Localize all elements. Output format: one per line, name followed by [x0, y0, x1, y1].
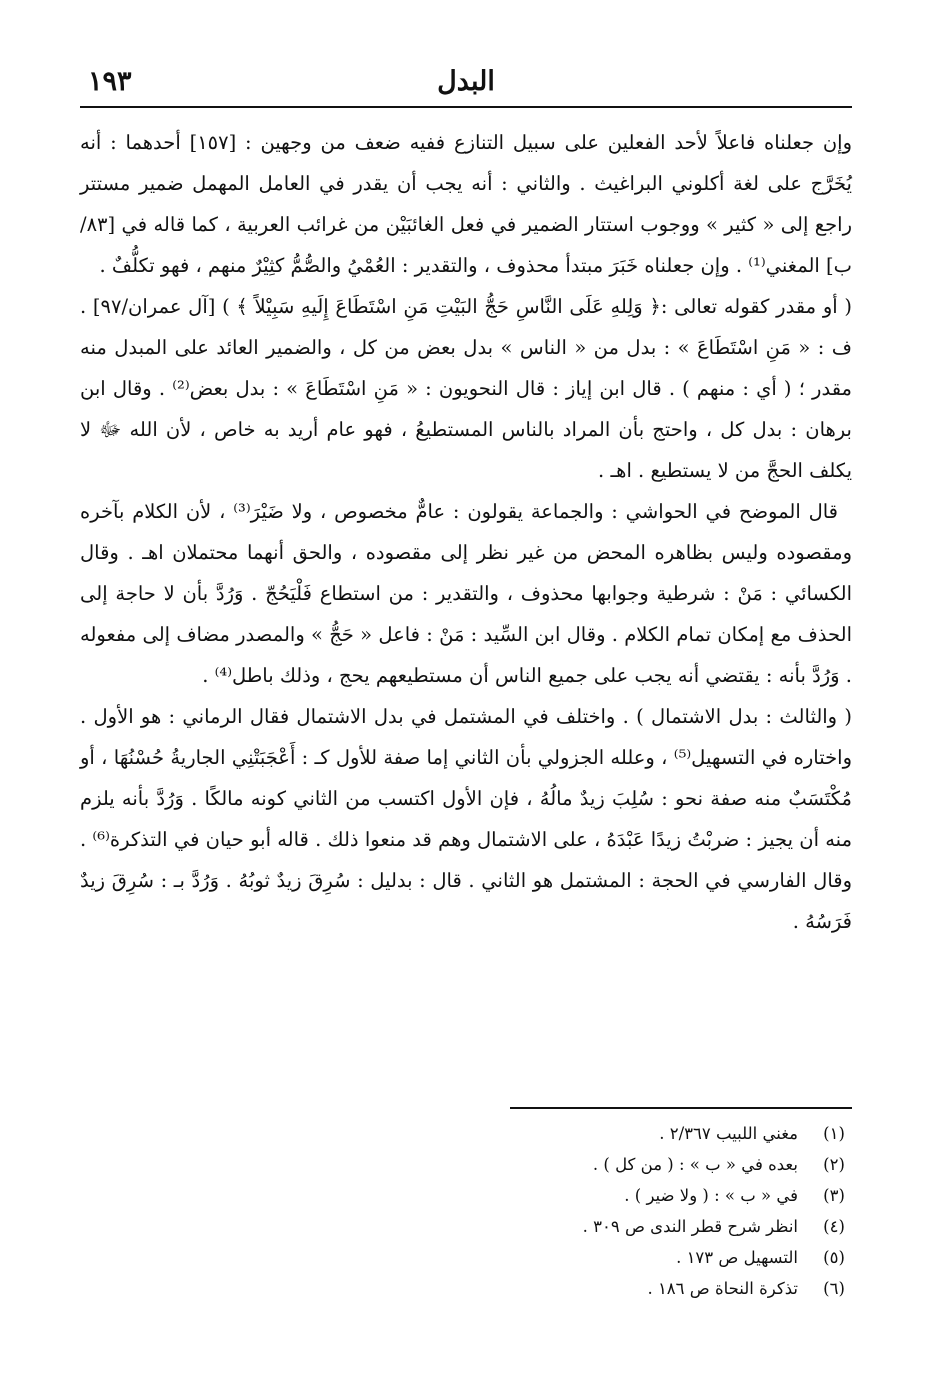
- footnote-text: بعده في « ب » : ( من كل ) .: [592, 1155, 798, 1174]
- page-number: ١٩٣: [88, 66, 132, 97]
- footnotes: [80, 1118, 852, 1304]
- footnote-number: (٦): [823, 1279, 845, 1298]
- footnote-rule: [510, 1107, 852, 1109]
- paragraph: ( والثالث : بدل الاشتمال ) . واختلف في المشتمل في بدل الاشتمال فقال الرماني : هو الأول . واختاره في التسهيل⁽⁵⁾ ، وعلله الجزولي بأن الثاني إما صفة للأول كـ : أَعْجَبَتْنِي الجاريةُ حُسْنُهَا ، أو مُكْتَسَبٌ منه صفة نحو : سُلِبَ زيدٌ مالُهُ ، فإن الأول اكتسب من الثاني كونه مالكًا . وَرُدَّ بأنه يلزم منه أن يجيز : ضربْتُ زيدًا عَبْدَهُ ، على الاشتمال وهم قد منعوا ذلك . قاله أبو حيان في التذكرة⁽⁶⁾ . وقال الفارسي في الحجة : المشتمل هو الثاني . قال : بدليل : سُرِقَ زيدٌ ثوبُهُ . وَرُدَّ بـ : سُرِقَ زيدٌ فَرَسُهُ .: [80, 705, 853, 933]
- footnote-number: (٣): [823, 1186, 845, 1205]
- footnote: [80, 1211, 852, 1242]
- running-title: البدل: [437, 66, 495, 97]
- main-text: [80, 122, 852, 942]
- footnote-text: تذكرة النحاة ص ١٨٦ .: [647, 1279, 798, 1298]
- footnote-text: مغني اللبيب ٢/٣٦٧ .: [659, 1124, 798, 1143]
- footnote-text: في « ب » : ( ولا ضير ) .: [624, 1186, 798, 1205]
- footnote: [80, 1180, 852, 1211]
- footnote-number: (١): [823, 1124, 845, 1143]
- footnote-number: (٤): [823, 1217, 845, 1236]
- footnote-number: (٥): [823, 1248, 845, 1267]
- footnote: [80, 1118, 852, 1149]
- page-header: [80, 62, 852, 106]
- paragraph: قال الموضح في الحواشي : والجماعة يقولون : عامٌّ مخصوص ، ولا ضَيْرَ⁽³⁾ ، لأن الكلام بآخره ومقصوده وليس بظاهره المحض من غير نظر إلى مقصوده ، والحق أنهما محتملان اهـ . وقال الكسائي : مَنْ : شرطية وجوابها محذوف ، والتقدير : من استطاع فَلْيَحُجّ . وَرُدَّ بأن لا حاجة إلى الحذف مع إمكان تمام الكلام . وقال ابن السِّيد : مَنْ : فاعل « حَجُّ » والمصدر مضاف إلى مفعوله . وَرُدَّ بأنه : يقتضي أنه يجب على جميع الناس أن مستطيعهم يحج ، وذلك باطل⁽⁴⁾ .: [80, 500, 852, 687]
- footnote-text: التسهيل ص ١٧٣ .: [676, 1248, 798, 1267]
- footnote-text: انظر شرح قطر الندى ص ٣٠٩ .: [582, 1217, 798, 1236]
- footnote-number: (٢): [823, 1155, 845, 1174]
- paragraph: وإن جعلناه فاعلاً لأحد الفعلين على سبيل التنازع ففيه ضعف من وجهين : [١٥٧] أحدهما : أنه يُخَرَّج على لغة أكلوني البراغيث . والثاني : أنه يجب أن يقدر في العامل المهمل ضمير مستتر راجع إلى « كثير » ووجوب استتار الضمير في فعل الغائبَيْن من غرائب العربية ، كما قاله في [٨٣/ب] المغني⁽¹⁾ . وإن جعلناه خَبَرَ مبتدأ محذوف ، والتقدير : العُمْيُ والصُّمُّ كثِيْرٌ منهم ، فهو تكلُّفٌ .: [80, 131, 852, 277]
- paragraph: ( أو مقدر كقوله تعالى :﴿ وَلِلهِ عَلَى النَّاسِ حَجُّ البَيْتِ مَنِ اسْتَطَاعَ إِلَيهِ سَبِيْلاً ﴾ ) [آل عمران/٩٧] . ف : « مَنِ اسْتَطَاعَ » : بدل من « الناس » بدل بعض من كل ، والضمير العائد على المبدل منه مقدر ؛ ( أي : منهم ) . قال ابن إياز : قال النحويون : « مَنِ اسْتَطَاعَ » : بدل بعض⁽²⁾ . وقال ابن برهان : بدل كل ، واحتج بأن المراد بالناس المستطيعُ ، فهو عام أريد به خاص ، لأن الله ﷻ لا يكلف الحجَّ من لا يستطيع . اهـ .: [80, 295, 852, 482]
- header-rule: [80, 106, 852, 108]
- footnote: [80, 1149, 852, 1180]
- footnote: [80, 1273, 852, 1304]
- footnote: [80, 1242, 852, 1273]
